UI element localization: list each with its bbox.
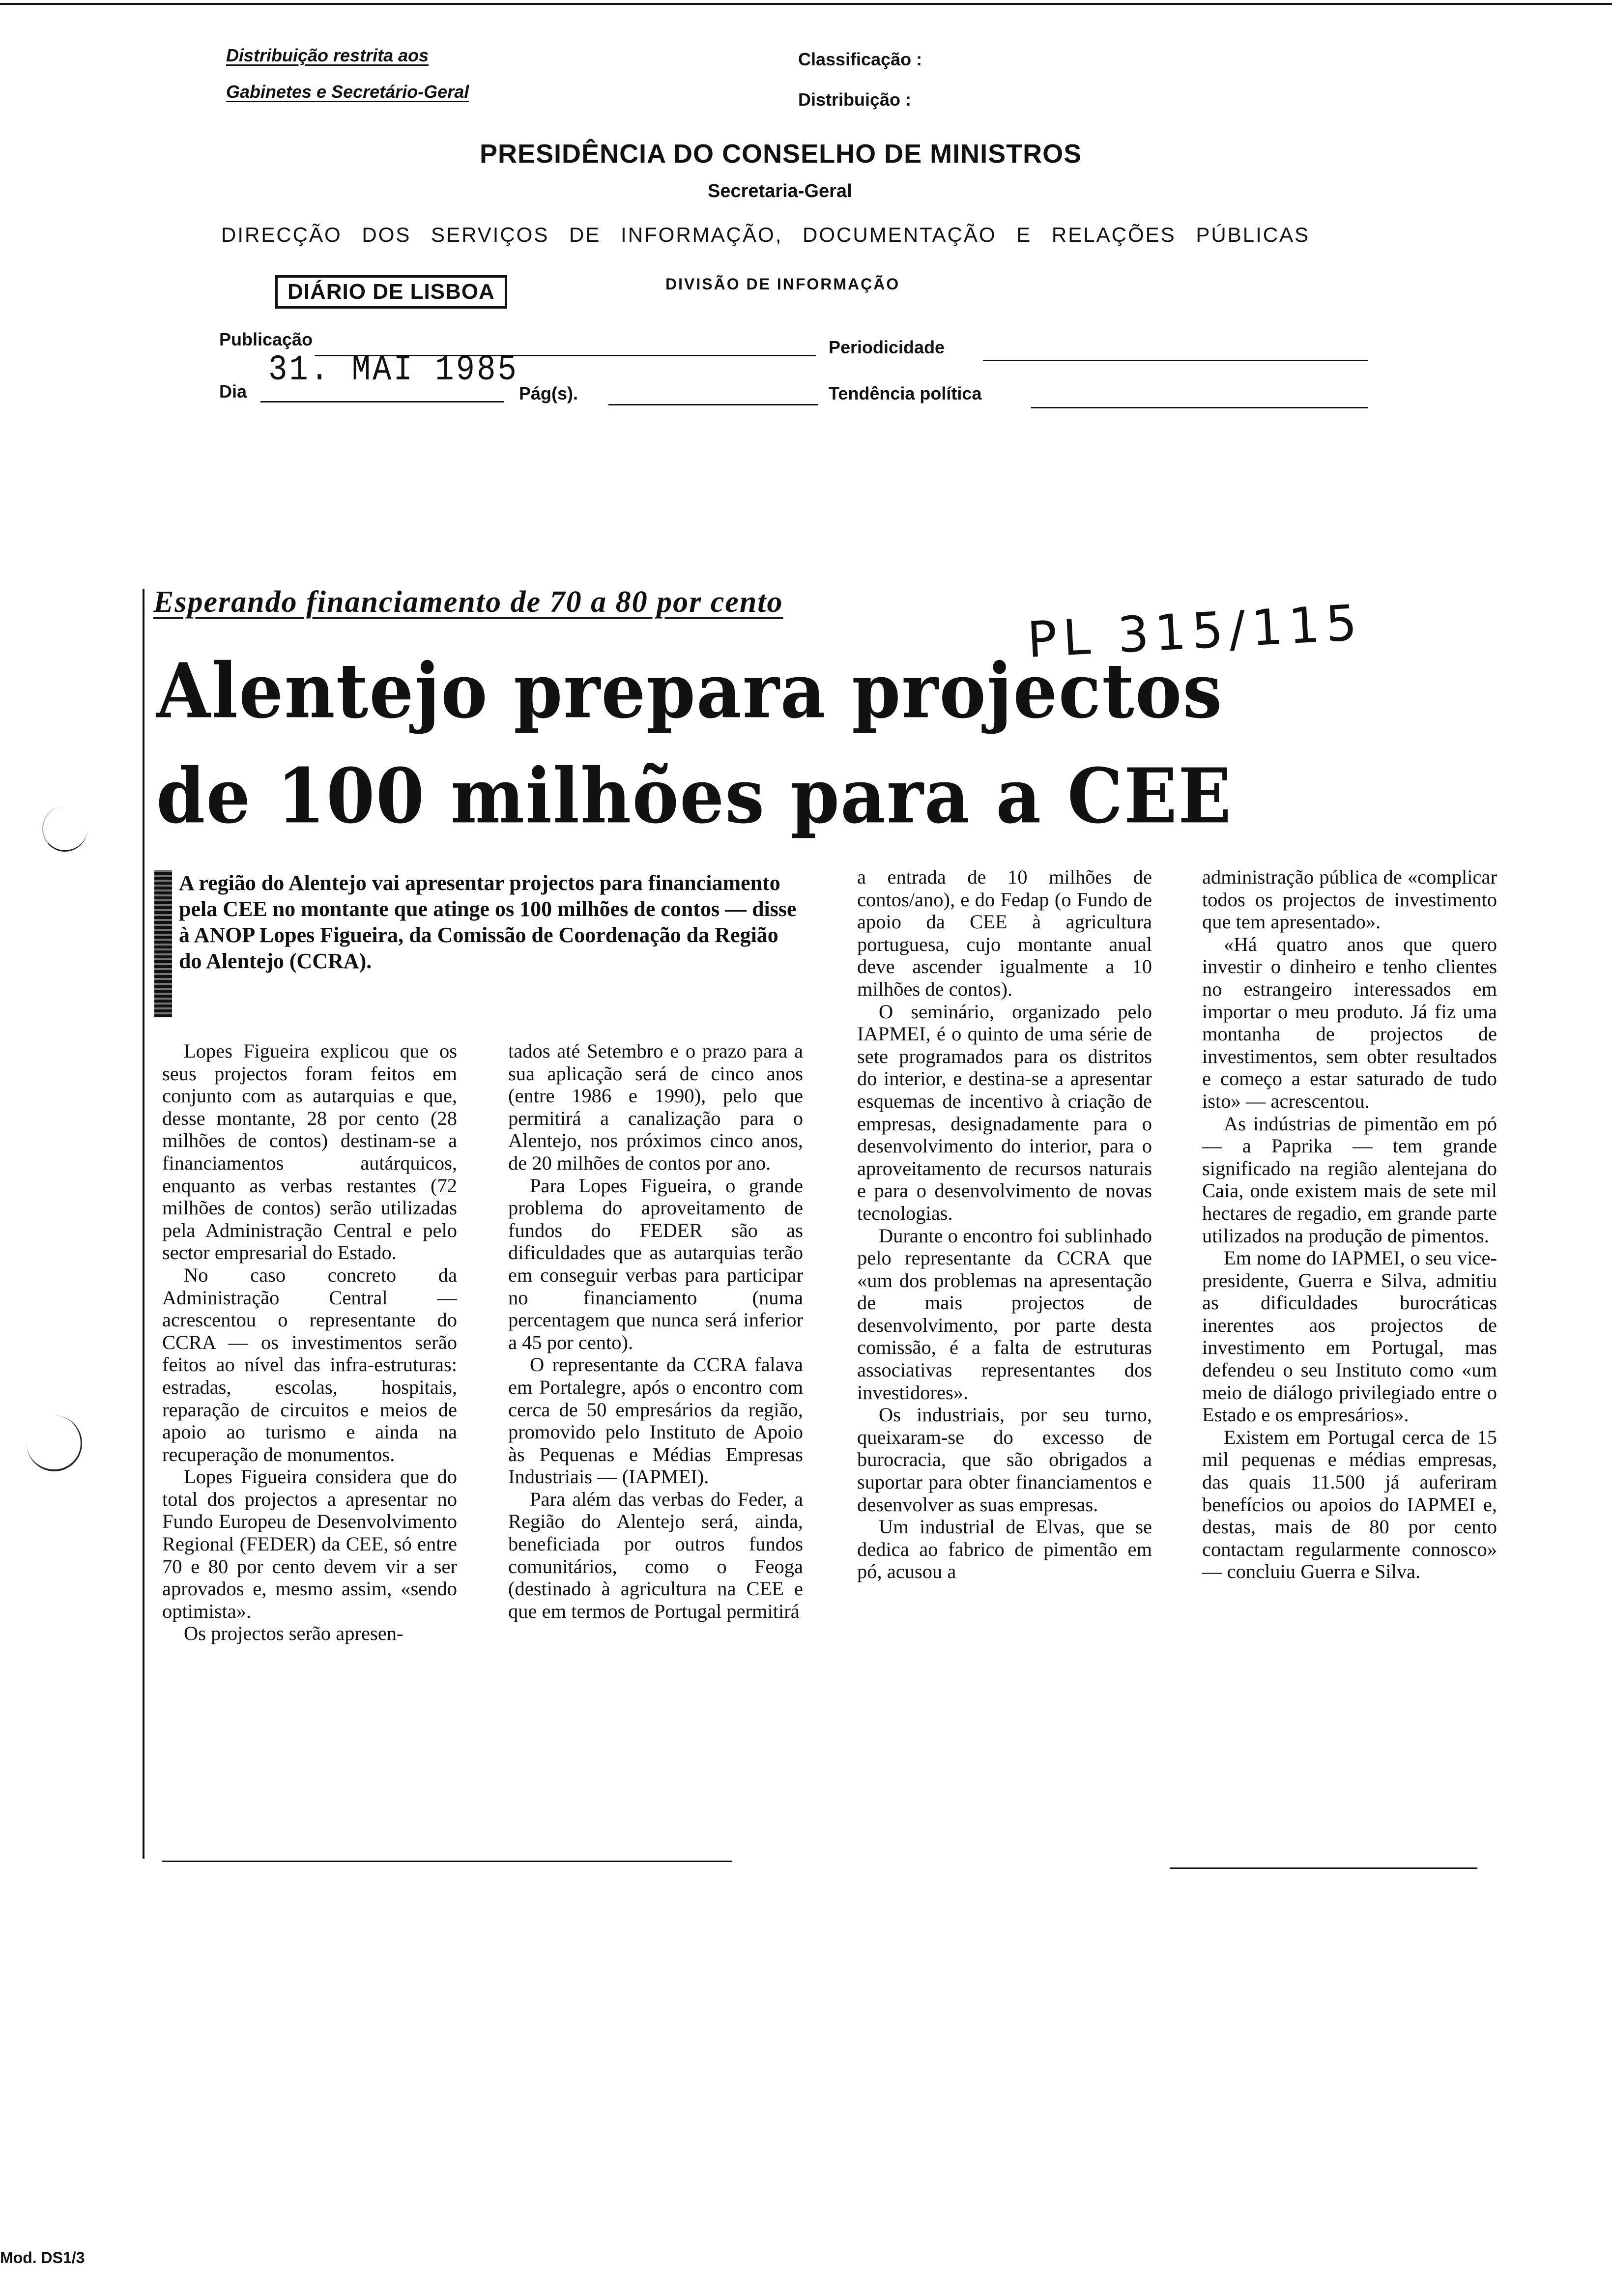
distribution-restricted-line2: Gabinetes e Secretário-Geral [226,82,469,102]
col2-paragraph: tados até Setembro e o prazo para a sua aplicação será de cinco anos (entre 1986 e 1990), pelo que permitirá a canalização para o Alentejo, nos próximos cinco anos, de 20 milhões de contos por ano. [508,1040,803,1174]
col1-paragraph: Os projectos serão apresen- [184,1622,403,1645]
lead-marker [154,870,172,1017]
form-code: Mod. DS1/3 [0,2249,85,2267]
article-column-4 [1202,866,1497,1583]
clipping-bottom-edge-right [1170,1867,1477,1869]
division-label: DIVISÃO DE INFORMAÇÃO [665,275,900,293]
office-title: PRESIDÊNCIA DO CONSELHO DE MINISTROS [480,139,1082,169]
day-label: Dia [219,381,247,402]
article-column-3 [857,866,1152,1583]
article-column-1 [162,1040,457,1645]
office-subtitle: Secretaria-Geral [708,181,852,201]
headline-line2: de 100 milhões para a CEE [156,752,1233,841]
article-lead: A região do Alentejo vai apresentar projectos para financiamento pela CEE no montante que atinge os 100 milhões de contos — disse à ANOP Lopes Figueira, da Comissão de Coordenação da Região do Alentejo (CCRA). [179,871,797,973]
col2-paragraph: Para além das verbas do Feder, a Região do Alentejo será, ainda, beneficiada por outros fundos comunitários, como o Feoga (destinado à agricultura na CEE e que em termos de Portugal permitirá [508,1488,803,1622]
col4-paragraph: Existem em Portugal cerca de 15 mil pequenas e médias empresas, das quais 11.500 já auferiram benefícios ou apoios do IAPMEI e, destas, mais de 80 por cento contactam regularmente connosco» — concluiu Guerra e Silva. [1202,1426,1497,1583]
col4-paragraph: As indústrias de pimentão em pó — a Paprika — tem grande significado na região alentejana do Caia, onde existem mais de sete mil hectares de regadio, em grande parte utilizados na produção de pimentos. [1202,1112,1497,1247]
tendency-line [1031,407,1368,408]
col3-paragraph: a entrada de 10 milhões de contos/ano), e do Fedap (o Fundo de apoio da CEE à agricultura portuguesa, cujo montante anual deve ascender igualmente a 10 milhões de contos). [857,866,1152,1000]
distribution-restricted-line1: Distribuição restrita aos [226,45,429,65]
publication-label: Publicação [219,329,313,349]
col2-paragraph: O representante da CCRA falava em Portalegre, após o encontro com cerca de 50 empresários da região, promovido pelo Instituto de Apoio às Pequenas e Médias Empresas Industriais — (IAPMEI). [508,1353,803,1488]
article-kicker: Esperando financiamento de 70 a 80 por cento [153,585,783,619]
tendency-label: Tendência política [829,383,982,403]
punch-hole-mark-top [42,806,87,852]
top-border-line [0,3,1612,5]
periodicity-label: Periodicidade [829,337,945,357]
pages-line [608,404,818,405]
periodicity-line [983,360,1368,361]
punch-hole-mark-bottom [27,1415,82,1471]
classification-label: Classificação : [798,49,922,69]
col2-paragraph: Para Lopes Figueira, o grande problema do aproveitamento de fundos do FEDER são as dificuldades que as autarquias terão em conseguir verbas para participar no financiamento (numa percentagem que nunca será inferior a 45 por cento). [508,1174,803,1353]
col3-paragraph: Um industrial de Elvas, que se dedica ao fabrico de pimentão em pó, acusou a [857,1516,1152,1583]
col4-paragraph: Em nome do IAPMEI, o seu vice-presidente, Guerra e Silva, admitiu as dificuldades burocráticas inerentes aos projectos de investimento em Portugal, mas defendeu o seu Instituto como «um meio de diálogo privilegiado entre o Estado e os empresários». [1202,1247,1497,1426]
article-column-2 [508,1040,803,1622]
headline-line1: Alentejo prepara projectos [156,647,1223,736]
col1-paragraph: Lopes Figueira explicou que os seus projectos foram feitos em conjunto com as autarquias e que, desse montante, 28 por cento (28 milhões de contos) destinam-se a financiamentos autárquicos, enquanto as verbas restantes (72 milhões de contos) serão utilizadas pela Administração Central e pelo sector empresarial do Estado. [162,1040,457,1264]
col3-paragraph: O seminário, organizado pelo IAPMEI, é o quinto de uma série de sete programados para os distritos do interior, e destina-se a apresentar esquemas de incentivo à criação de empresas, designadamente para o desenvolvimento do interior, para o aproveitamento de recursos naturais e para o desenvolvimento de novas tecnologias. [857,1000,1152,1224]
clipping-left-border [143,589,144,1859]
col1-paragraph: Lopes Figueira considera que do total dos projectos a apresentar no Fundo Europeu de Desenvolvimento Regional (FEDER) da CEE, só entre 70 e 80 por cento devem vir a ser aprovados e, mesmo assim, «sendo optimista». [162,1465,457,1622]
clipping-bottom-edge-left [162,1861,732,1862]
directorate-line: DIRECÇÃO DOS SERVIÇOS DE INFORMAÇÃO, DOCUMENTAÇÃO E RELAÇÕES PÚBLICAS [221,223,1310,246]
pages-label: Pág(s). [519,383,578,403]
col3-paragraph: Durante o encontro foi sublinhado pelo representante da CCRA que «um dos problemas na apresentação de mais projectos de desenvolvimento, por parte desta comissão, é a falta de estruturas associativas representantes dos investidores». [857,1224,1152,1404]
col1-paragraph: No caso concreto da Administração Central — acrescentou o representante do CCRA — os investimentos serão feitos ao nível das infra-estruturas: estradas, escolas, hospitais, reparação de circuitos e meios de apoio ao turismo e ainda na recuperação de monumentos. [162,1263,457,1465]
day-line [260,401,504,402]
col3-paragraph: Os industriais, por seu turno, queixaram-se do excesso de burocracia, que são obrigados a suportar para obter financiamentos e desenvolver as suas empresas. [857,1404,1152,1516]
date-stamp: 31. MAI 1985 [268,350,518,391]
newspaper-stamp: DIÁRIO DE LISBOA [275,275,507,309]
distribution-label: Distribuição : [798,89,912,110]
col4-paragraph: «Há quatro anos que quero investir o dinheiro e tenho clientes no estrangeiro interessados em importar o meu produto. Já fiz uma montanha de projectos de investimentos, sem obter resultados e começo a estar saturado de tudo isto» — acrescentou. [1202,933,1497,1112]
col4-paragraph: administração pública de «complicar todos os projectos de investimento que tem apresentado». [1202,866,1497,933]
handwritten-reference: PL 315/115 [1026,594,1364,669]
